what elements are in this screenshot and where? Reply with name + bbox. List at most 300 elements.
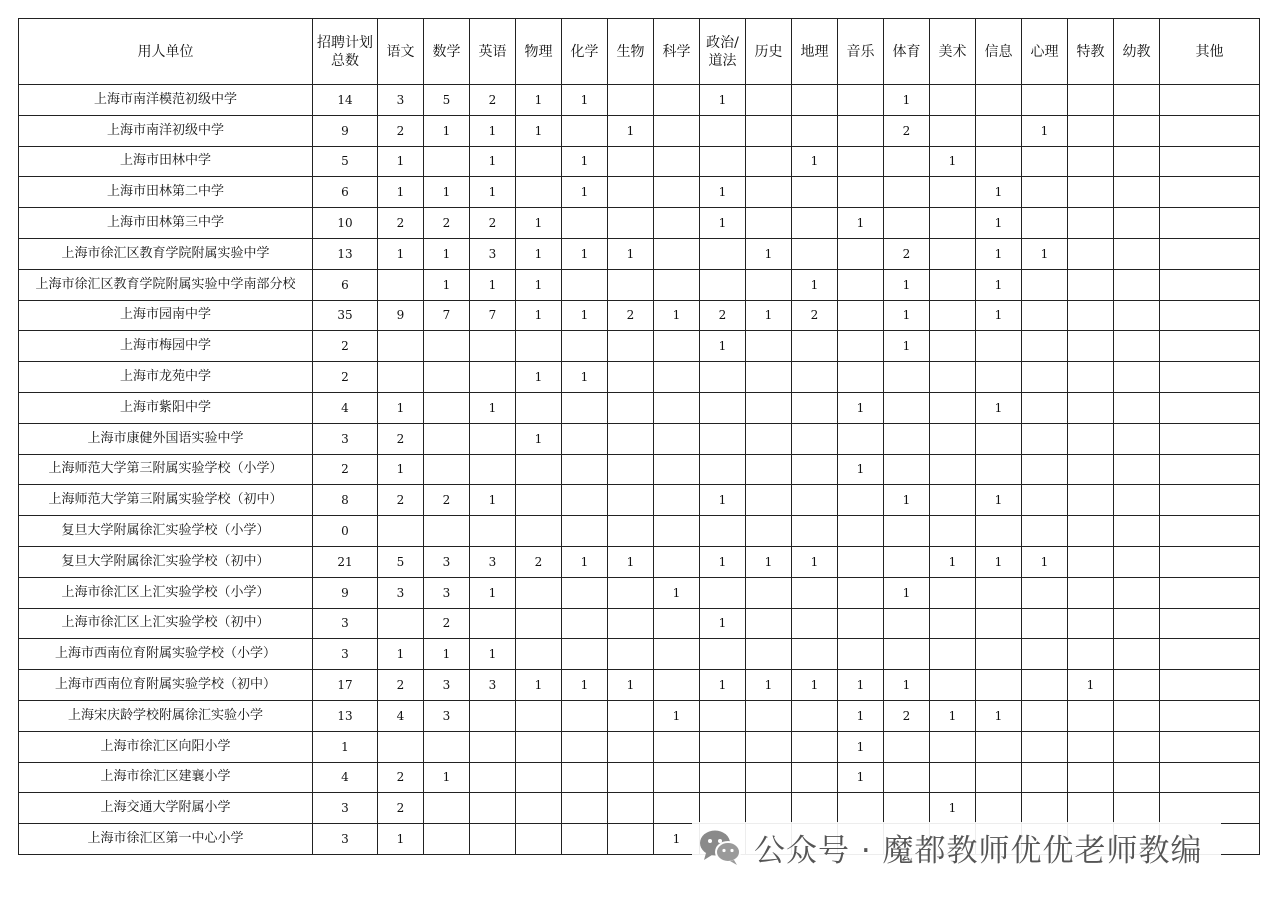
subject-count-cell (1022, 146, 1068, 177)
subject-count-cell (424, 331, 470, 362)
subject-count-cell (516, 485, 562, 516)
subject-count-cell (792, 362, 838, 393)
subject-count-cell (608, 639, 654, 670)
subject-count-cell (1114, 793, 1160, 824)
subject-count-cell (470, 331, 516, 362)
subject-count-cell (930, 331, 976, 362)
subject-count-cell (470, 700, 516, 731)
subject-count-cell (884, 146, 930, 177)
subject-count-cell: 1 (378, 392, 424, 423)
subject-count-cell: 1 (838, 208, 884, 239)
subject-count-cell (884, 362, 930, 393)
subject-count-cell (470, 731, 516, 762)
subject-count-cell (1022, 670, 1068, 701)
table-row (19, 670, 1260, 701)
subject-count-cell: 1 (884, 300, 930, 331)
unit-name-cell: 上海市南洋初级中学 (19, 115, 313, 146)
subject-count-cell: 3 (424, 670, 470, 701)
unit-name-cell: 上海市梅园中学 (19, 331, 313, 362)
subject-count-cell (1114, 238, 1160, 269)
subject-count-cell (700, 269, 746, 300)
subject-count-cell (1160, 516, 1260, 547)
subject-count-cell (1068, 639, 1114, 670)
table-row (19, 269, 1260, 300)
subject-count-cell (1160, 608, 1260, 639)
subject-count-cell: 1 (884, 331, 930, 362)
total-cell: 6 (313, 177, 378, 208)
subject-count-cell (746, 454, 792, 485)
subject-count-cell (654, 269, 700, 300)
subject-count-cell (1160, 177, 1260, 208)
subject-count-cell: 1 (470, 177, 516, 208)
subject-count-cell (1114, 639, 1160, 670)
subject-count-cell: 1 (930, 700, 976, 731)
subject-count-cell (378, 269, 424, 300)
unit-name-cell: 上海市徐汇区第一中心小学 (19, 824, 313, 855)
subject-count-cell (884, 208, 930, 239)
subject-count-cell: 2 (470, 85, 516, 116)
subject-count-cell: 1 (700, 331, 746, 362)
subject-count-cell (700, 793, 746, 824)
subject-count-cell (746, 115, 792, 146)
subject-count-cell (838, 793, 884, 824)
subject-count-cell (838, 238, 884, 269)
subject-count-cell (1068, 362, 1114, 393)
total-cell: 2 (313, 331, 378, 362)
table-row (19, 793, 1260, 824)
subject-count-cell (792, 115, 838, 146)
total-cell: 3 (313, 824, 378, 855)
subject-count-cell (1068, 177, 1114, 208)
subject-count-cell (746, 85, 792, 116)
subject-count-cell: 2 (884, 115, 930, 146)
unit-name-cell: 上海市田林中学 (19, 146, 313, 177)
subject-count-cell (930, 269, 976, 300)
table-row (19, 485, 1260, 516)
subject-count-cell (838, 269, 884, 300)
subject-count-cell (930, 362, 976, 393)
subject-count-cell: 1 (470, 639, 516, 670)
subject-count-cell (746, 700, 792, 731)
subject-count-cell: 1 (976, 546, 1022, 577)
subject-count-cell (1068, 516, 1114, 547)
column-header-17: 特教 (1068, 19, 1114, 85)
subject-count-cell (1114, 362, 1160, 393)
subject-count-cell (1022, 516, 1068, 547)
subject-count-cell (654, 454, 700, 485)
subject-count-cell (930, 300, 976, 331)
table-row (19, 608, 1260, 639)
subject-count-cell: 3 (424, 577, 470, 608)
subject-count-cell: 1 (516, 269, 562, 300)
subject-count-cell (1114, 423, 1160, 454)
subject-count-cell (1114, 85, 1160, 116)
column-header-12: 音乐 (838, 19, 884, 85)
watermark-text: 公众号 · 魔都教师优优老师教编 (754, 832, 1203, 869)
subject-count-cell (1160, 454, 1260, 485)
subject-count-cell: 1 (838, 762, 884, 793)
total-cell: 13 (313, 238, 378, 269)
subject-count-cell (792, 177, 838, 208)
subject-count-cell (1022, 762, 1068, 793)
unit-name-cell: 上海交通大学附属小学 (19, 793, 313, 824)
subject-count-cell (1160, 85, 1260, 116)
subject-count-cell (1022, 177, 1068, 208)
subject-count-cell (838, 115, 884, 146)
subject-count-cell (976, 577, 1022, 608)
subject-count-cell (838, 85, 884, 116)
subject-count-cell (562, 331, 608, 362)
subject-count-cell (838, 423, 884, 454)
subject-count-cell (700, 146, 746, 177)
subject-count-cell: 1 (792, 269, 838, 300)
table-row (19, 208, 1260, 239)
subject-count-cell: 1 (378, 639, 424, 670)
subject-count-cell (654, 146, 700, 177)
subject-count-cell: 1 (746, 238, 792, 269)
subject-count-cell (838, 608, 884, 639)
wechat-icon (698, 827, 742, 867)
subject-count-cell (1160, 700, 1260, 731)
subject-count-cell (424, 362, 470, 393)
subject-count-cell (562, 269, 608, 300)
total-cell: 0 (313, 516, 378, 547)
subject-count-cell (608, 824, 654, 855)
total-cell: 4 (313, 762, 378, 793)
subject-count-cell (746, 331, 792, 362)
subject-count-cell (470, 423, 516, 454)
subject-count-cell: 1 (976, 392, 1022, 423)
subject-count-cell: 2 (608, 300, 654, 331)
unit-name-cell: 上海市徐汇区上汇实验学校（初中） (19, 608, 313, 639)
subject-count-cell (930, 485, 976, 516)
subject-count-cell (516, 824, 562, 855)
subject-count-cell (792, 577, 838, 608)
subject-count-cell: 1 (562, 546, 608, 577)
subject-count-cell (1022, 793, 1068, 824)
subject-count-cell (654, 208, 700, 239)
subject-count-cell: 1 (700, 608, 746, 639)
subject-count-cell (1160, 577, 1260, 608)
subject-count-cell: 1 (838, 670, 884, 701)
subject-count-cell (654, 177, 700, 208)
subject-count-cell (746, 392, 792, 423)
subject-count-cell: 1 (424, 238, 470, 269)
subject-count-cell (1114, 269, 1160, 300)
subject-count-cell (424, 423, 470, 454)
subject-count-cell: 1 (746, 670, 792, 701)
subject-count-cell (1160, 362, 1260, 393)
subject-count-cell (884, 546, 930, 577)
subject-count-cell (1068, 115, 1114, 146)
subject-count-cell (1068, 454, 1114, 485)
subject-count-cell (746, 577, 792, 608)
subject-count-cell (1160, 115, 1260, 146)
subject-count-cell (746, 269, 792, 300)
column-header-0: 用人单位 (19, 19, 313, 85)
subject-count-cell (562, 731, 608, 762)
subject-count-cell (700, 577, 746, 608)
subject-count-cell (1160, 762, 1260, 793)
subject-count-cell: 1 (470, 485, 516, 516)
column-header-13: 体育 (884, 19, 930, 85)
subject-count-cell: 1 (608, 238, 654, 269)
subject-count-cell: 2 (424, 208, 470, 239)
subject-count-cell (654, 639, 700, 670)
subject-count-cell (1114, 300, 1160, 331)
column-header-16: 心理 (1022, 19, 1068, 85)
subject-count-cell (792, 793, 838, 824)
subject-count-cell: 1 (378, 824, 424, 855)
subject-count-cell: 1 (516, 85, 562, 116)
subject-count-cell: 2 (378, 423, 424, 454)
subject-count-cell (516, 454, 562, 485)
subject-count-cell (654, 392, 700, 423)
subject-count-cell (700, 639, 746, 670)
subject-count-cell (884, 516, 930, 547)
subject-count-cell (838, 516, 884, 547)
subject-count-cell (470, 516, 516, 547)
subject-count-cell (608, 485, 654, 516)
table-header-row (19, 19, 1260, 85)
subject-count-cell (608, 454, 654, 485)
subject-count-cell (930, 85, 976, 116)
subject-count-cell (884, 762, 930, 793)
recruitment-table (18, 18, 1260, 855)
subject-count-cell (378, 331, 424, 362)
subject-count-cell (516, 146, 562, 177)
unit-name-cell: 上海市田林第二中学 (19, 177, 313, 208)
subject-count-cell (838, 300, 884, 331)
subject-count-cell (562, 793, 608, 824)
subject-count-cell (654, 762, 700, 793)
subject-count-cell (1114, 208, 1160, 239)
subject-count-cell (746, 362, 792, 393)
subject-count-cell (1114, 700, 1160, 731)
subject-count-cell (1160, 793, 1260, 824)
subject-count-cell (884, 454, 930, 485)
subject-count-cell (884, 392, 930, 423)
subject-count-cell: 1 (1022, 115, 1068, 146)
subject-count-cell (1160, 731, 1260, 762)
subject-count-cell: 3 (378, 85, 424, 116)
unit-name-cell: 上海市紫阳中学 (19, 392, 313, 423)
subject-count-cell (562, 824, 608, 855)
subject-count-cell (562, 577, 608, 608)
subject-count-cell (700, 423, 746, 454)
subject-count-cell (930, 516, 976, 547)
subject-count-cell (930, 608, 976, 639)
table-row (19, 577, 1260, 608)
subject-count-cell (1022, 608, 1068, 639)
subject-count-cell (1160, 546, 1260, 577)
subject-count-cell (1114, 577, 1160, 608)
subject-count-cell (1114, 608, 1160, 639)
subject-count-cell: 1 (746, 546, 792, 577)
subject-count-cell (424, 454, 470, 485)
subject-count-cell (746, 608, 792, 639)
subject-count-cell (976, 793, 1022, 824)
subject-count-cell: 1 (976, 238, 1022, 269)
subject-count-cell (1114, 516, 1160, 547)
subject-count-cell: 1 (654, 700, 700, 731)
subject-count-cell: 1 (424, 269, 470, 300)
subject-count-cell (1068, 146, 1114, 177)
subject-count-cell: 1 (516, 300, 562, 331)
subject-count-cell (976, 762, 1022, 793)
subject-count-cell (516, 793, 562, 824)
subject-count-cell (1114, 392, 1160, 423)
total-cell: 9 (313, 577, 378, 608)
subject-count-cell (930, 392, 976, 423)
subject-count-cell (792, 208, 838, 239)
total-cell: 3 (313, 423, 378, 454)
subject-count-cell (930, 670, 976, 701)
subject-count-cell (562, 608, 608, 639)
unit-name-cell: 上海宋庆龄学校附属徐汇实验小学 (19, 700, 313, 731)
column-header-14: 美术 (930, 19, 976, 85)
subject-count-cell (1068, 546, 1114, 577)
subject-count-cell (562, 700, 608, 731)
subject-count-cell: 1 (424, 115, 470, 146)
subject-count-cell (700, 392, 746, 423)
subject-count-cell (378, 362, 424, 393)
subject-count-cell (1022, 485, 1068, 516)
subject-count-cell: 1 (378, 454, 424, 485)
subject-count-cell: 1 (930, 146, 976, 177)
subject-count-cell: 1 (562, 85, 608, 116)
column-header-19: 其他 (1160, 19, 1260, 85)
subject-count-cell (516, 516, 562, 547)
subject-count-cell: 2 (792, 300, 838, 331)
subject-count-cell (608, 392, 654, 423)
subject-count-cell: 1 (516, 362, 562, 393)
subject-count-cell (608, 208, 654, 239)
unit-name-cell: 上海市徐汇区上汇实验学校（小学） (19, 577, 313, 608)
subject-count-cell (976, 85, 1022, 116)
subject-count-cell (516, 577, 562, 608)
subject-count-cell: 1 (608, 546, 654, 577)
subject-count-cell (930, 454, 976, 485)
subject-count-cell: 1 (838, 392, 884, 423)
subject-count-cell (1068, 85, 1114, 116)
subject-count-cell: 1 (884, 85, 930, 116)
subject-count-cell: 1 (884, 577, 930, 608)
subject-count-cell: 1 (608, 115, 654, 146)
subject-count-cell (1022, 423, 1068, 454)
subject-count-cell (654, 85, 700, 116)
total-cell: 5 (313, 146, 378, 177)
subject-count-cell (884, 608, 930, 639)
subject-count-cell: 2 (378, 762, 424, 793)
subject-count-cell (378, 516, 424, 547)
subject-count-cell (884, 639, 930, 670)
subject-count-cell (608, 331, 654, 362)
subject-count-cell (1068, 485, 1114, 516)
unit-name-cell: 上海市龙苑中学 (19, 362, 313, 393)
subject-count-cell (976, 516, 1022, 547)
subject-count-cell: 1 (562, 238, 608, 269)
unit-name-cell: 上海市徐汇区教育学院附属实验中学 (19, 238, 313, 269)
table-row (19, 331, 1260, 362)
subject-count-cell: 2 (884, 700, 930, 731)
total-cell: 17 (313, 670, 378, 701)
unit-name-cell: 复旦大学附属徐汇实验学校（初中） (19, 546, 313, 577)
subject-count-cell (700, 238, 746, 269)
subject-count-cell (746, 485, 792, 516)
total-cell: 3 (313, 793, 378, 824)
subject-count-cell: 2 (516, 546, 562, 577)
subject-count-cell (424, 392, 470, 423)
subject-count-cell (930, 423, 976, 454)
subject-count-cell: 1 (516, 208, 562, 239)
subject-count-cell (654, 516, 700, 547)
table-row (19, 639, 1260, 670)
subject-count-cell: 1 (884, 269, 930, 300)
subject-count-cell (792, 700, 838, 731)
subject-count-cell (1114, 762, 1160, 793)
subject-count-cell (746, 762, 792, 793)
subject-count-cell (654, 670, 700, 701)
watermark (692, 822, 1221, 872)
subject-count-cell (930, 208, 976, 239)
subject-count-cell (792, 423, 838, 454)
subject-count-cell (700, 731, 746, 762)
subject-count-cell: 3 (470, 546, 516, 577)
unit-name-cell: 上海市徐汇区向阳小学 (19, 731, 313, 762)
subject-count-cell (608, 608, 654, 639)
total-cell: 3 (313, 639, 378, 670)
subject-count-cell: 1 (470, 269, 516, 300)
subject-count-cell (1160, 331, 1260, 362)
subject-count-cell (884, 731, 930, 762)
subject-count-cell: 1 (562, 146, 608, 177)
subject-count-cell (608, 146, 654, 177)
subject-count-cell (930, 577, 976, 608)
subject-count-cell (1160, 423, 1260, 454)
subject-count-cell (654, 331, 700, 362)
subject-count-cell (608, 793, 654, 824)
subject-count-cell (608, 700, 654, 731)
table-row (19, 762, 1260, 793)
subject-count-cell (930, 762, 976, 793)
unit-name-cell: 上海市康健外国语实验中学 (19, 423, 313, 454)
subject-count-cell: 1 (654, 824, 700, 855)
table-row (19, 454, 1260, 485)
subject-count-cell: 1 (1022, 238, 1068, 269)
subject-count-cell: 1 (976, 177, 1022, 208)
subject-count-cell (746, 731, 792, 762)
subject-count-cell (562, 115, 608, 146)
subject-count-cell (424, 731, 470, 762)
subject-count-cell (1114, 146, 1160, 177)
subject-count-cell: 1 (470, 146, 516, 177)
subject-count-cell (838, 546, 884, 577)
subject-count-cell: 1 (700, 546, 746, 577)
subject-count-cell (1160, 485, 1260, 516)
subject-count-cell (976, 454, 1022, 485)
subject-count-cell (792, 639, 838, 670)
unit-name-cell: 上海师范大学第三附属实验学校（小学） (19, 454, 313, 485)
subject-count-cell: 1 (976, 269, 1022, 300)
table-row (19, 546, 1260, 577)
subject-count-cell: 1 (562, 300, 608, 331)
column-header-10: 历史 (746, 19, 792, 85)
subject-count-cell (1160, 208, 1260, 239)
subject-count-cell: 1 (378, 146, 424, 177)
total-cell: 14 (313, 85, 378, 116)
unit-name-cell: 上海市西南位育附属实验学校（小学） (19, 639, 313, 670)
